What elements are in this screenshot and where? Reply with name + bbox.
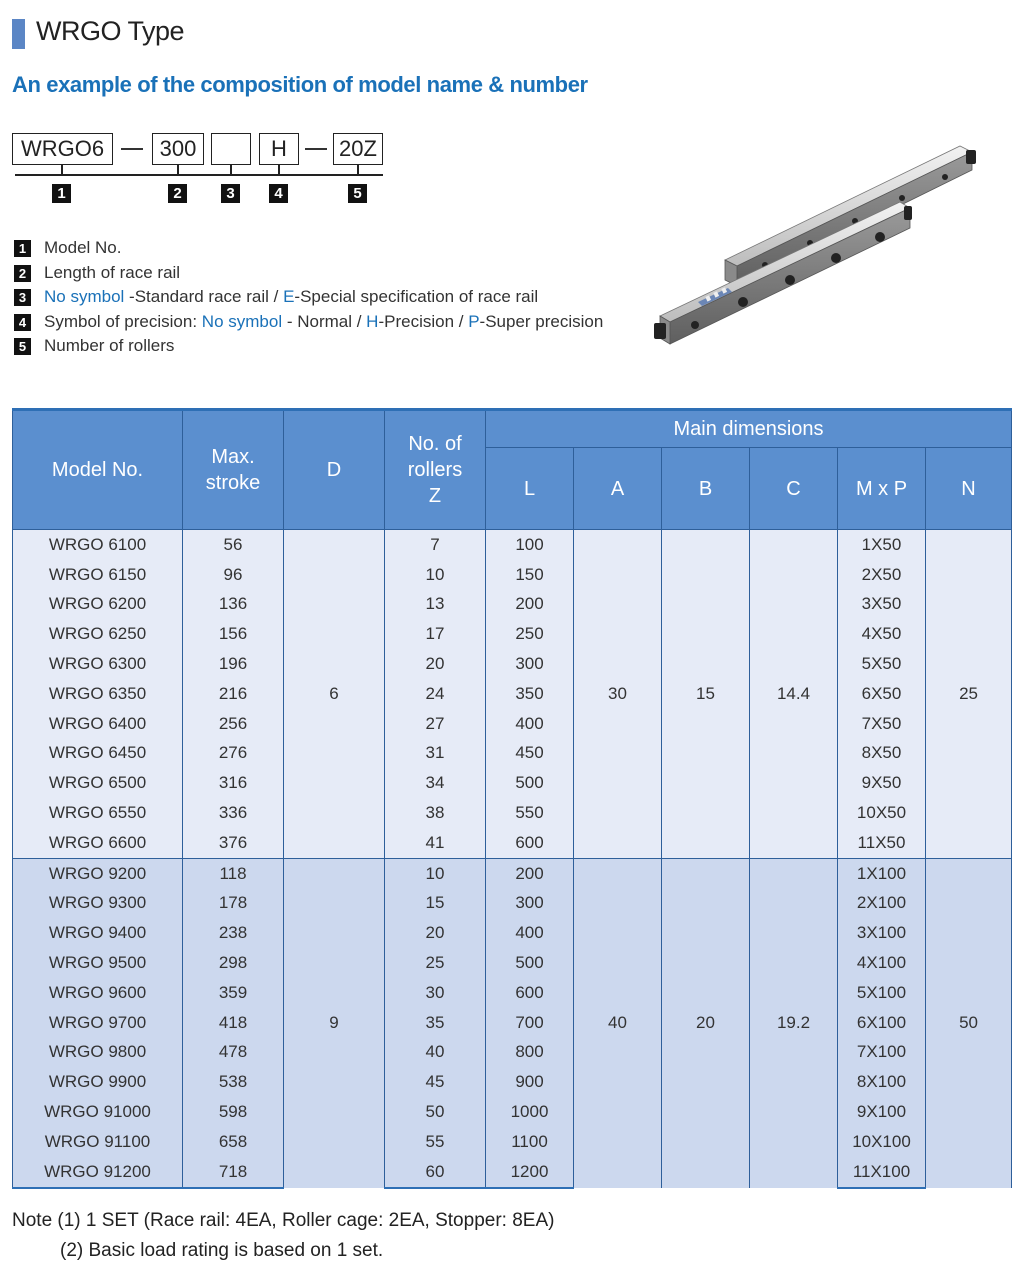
cell-l: 200 [486,858,574,888]
header-main-dimensions: Main dimensions [486,410,1012,448]
table-group-6 [13,530,1012,859]
legend-symbol: P [468,311,480,331]
table-row [13,948,1012,978]
cell-mxp: 7X100 [838,1038,926,1068]
legend-text [44,312,603,332]
cell-mxp: 8X100 [838,1067,926,1097]
cell-stroke: 216 [183,679,284,709]
cell-mxp: 6X100 [838,1008,926,1038]
cell-stroke: 56 [183,530,284,560]
legend-number: 2 [14,265,31,282]
cell-model: WRGO 9300 [13,889,183,919]
spec-table [12,408,1012,1189]
cell-rollers: 7 [385,530,486,560]
table-row [13,679,1012,709]
header-b: B [662,448,750,530]
cell-model: WRGO 6100 [13,530,183,560]
cell-mxp: 9X100 [838,1097,926,1127]
legend-text-part: Model No. [44,238,122,257]
cell-rollers: 15 [385,889,486,919]
cell-rollers: 60 [385,1157,486,1188]
table-group-9 [13,858,1012,1187]
cell-mxp: 4X50 [838,619,926,649]
table-row [13,978,1012,1008]
cell-stroke: 418 [183,1008,284,1038]
legend-text [44,336,174,356]
header-max-stroke-line2: stroke [205,472,261,494]
cell-mxp: 1X100 [838,858,926,888]
cell-rollers: 13 [385,590,486,620]
legend-text-part: -Super precision [479,311,604,331]
cell-l: 400 [486,918,574,948]
cell-stroke: 178 [183,889,284,919]
cell-l: 450 [486,739,574,769]
cell-rollers: 10 [385,858,486,888]
header-a: A [574,448,662,530]
legend-text-part: -Precision / [378,311,469,331]
cell-c: 14.4 [750,530,838,859]
table-row [13,918,1012,948]
legend-symbol: E [283,287,295,307]
legend-number: 3 [14,289,31,306]
cell-rollers: 27 [385,709,486,739]
note-2: (2) Basic load rating is based on 1 set. [60,1240,384,1261]
marker-4: 4 [269,184,288,203]
cell-mxp: 9X50 [838,768,926,798]
code-dash [121,148,143,150]
marker-2: 2 [168,184,187,203]
cell-rollers: 17 [385,619,486,649]
cell-rollers: 35 [385,1008,486,1038]
header-d: D [284,410,385,530]
cell-mxp: 8X50 [838,739,926,769]
table-row [13,649,1012,679]
table-row [13,1008,1012,1038]
table-row [13,1127,1012,1157]
cell-model: WRGO 91100 [13,1127,183,1157]
cell-model: WRGO 91000 [13,1097,183,1127]
table-row [13,739,1012,769]
cell-stroke: 359 [183,978,284,1008]
cell-stroke: 156 [183,619,284,649]
cell-l: 600 [486,828,574,858]
legend-text-part: Number of rollers [44,336,175,356]
cell-stroke: 276 [183,739,284,769]
cell-rollers: 10 [385,560,486,590]
table-row [13,560,1012,590]
cell-rollers: 38 [385,798,486,828]
cell-model: WRGO 91200 [13,1157,183,1188]
cell-b: 15 [662,530,750,859]
cell-mxp: 3X50 [838,590,926,620]
legend-text-part: -Special specification of race rail [294,287,539,307]
cell-rollers: 30 [385,978,486,1008]
cell-l: 550 [486,798,574,828]
cell-rollers: 34 [385,768,486,798]
cell-model: WRGO 9500 [13,948,183,978]
cell-d: 6 [284,530,385,859]
cell-mxp: 6X50 [838,679,926,709]
cell-model: WRGO 6550 [13,798,183,828]
legend-text-part: Length of race rail [44,262,181,282]
table-row [13,619,1012,649]
cell-mxp: 2X100 [838,889,926,919]
legend-number: 4 [14,314,31,331]
title-accent-bar [12,19,25,49]
header-mxp: M x P [838,448,926,530]
cell-a: 30 [574,530,662,859]
legend-symbol: No symbol [44,287,125,307]
legend-symbol: H [366,311,379,331]
note-1: Note (1) 1 SET (Race rail: 4EA, Roller cage: 2EA, Stopper: 8EA) [12,1210,555,1231]
legend-symbol: No symbol [201,311,283,331]
legend-text-part: Symbol of precision: [44,311,202,331]
header-max-stroke-line1: Max. [211,446,255,468]
cell-model: WRGO 6350 [13,679,183,709]
cell-c: 19.2 [750,858,838,1187]
legend-text [44,263,180,283]
cell-stroke: 538 [183,1067,284,1097]
header-l: L [486,448,574,530]
cell-l: 250 [486,619,574,649]
table-row [13,828,1012,858]
header-n: N [926,448,1012,530]
header-model-no: Model No. [13,410,183,530]
table-row [13,1038,1012,1068]
cell-model: WRGO 9400 [13,918,183,948]
connector-baseline [15,174,383,176]
cell-mxp: 1X50 [838,530,926,560]
cell-l: 700 [486,1008,574,1038]
cell-rollers: 20 [385,649,486,679]
cell-rollers: 45 [385,1067,486,1097]
code-part-length: 300 [152,133,204,165]
cell-rollers: 20 [385,918,486,948]
cell-rollers: 25 [385,948,486,978]
cell-stroke: 96 [183,560,284,590]
cell-stroke: 658 [183,1127,284,1157]
cell-stroke: 136 [183,590,284,620]
legend-number: 5 [14,338,31,355]
cell-model: WRGO 6200 [13,590,183,620]
cell-mxp: 2X50 [838,560,926,590]
cell-model: WRGO 6150 [13,560,183,590]
code-part-spec [211,133,251,165]
code-part-rollers: 20Z [333,133,383,165]
page-subtitle: An example of the composition of model name & number [12,72,588,97]
cell-l: 600 [486,978,574,1008]
cell-model: WRGO 9800 [13,1038,183,1068]
cell-d: 9 [284,858,385,1187]
cell-model: WRGO 6250 [13,619,183,649]
table-row [13,590,1012,620]
code-part-model: WRGO6 [12,133,113,165]
cell-l: 300 [486,649,574,679]
cell-stroke: 196 [183,649,284,679]
cell-stroke: 316 [183,768,284,798]
cell-l: 500 [486,948,574,978]
table-row [13,709,1012,739]
marker-3: 3 [221,184,240,203]
header-rollers-line1: No. of [408,433,462,455]
cell-mxp: 5X100 [838,978,926,1008]
cell-l: 150 [486,560,574,590]
cell-stroke: 118 [183,858,284,888]
cell-stroke: 336 [183,798,284,828]
cell-rollers: 31 [385,739,486,769]
crossed-roller-guide-image [640,140,985,350]
cell-n: 50 [926,858,1012,1187]
cell-l: 400 [486,709,574,739]
cell-model: WRGO 6300 [13,649,183,679]
legend-text [44,287,538,307]
cell-model: WRGO 9600 [13,978,183,1008]
cell-rollers: 41 [385,828,486,858]
cell-model: WRGO 9700 [13,1008,183,1038]
cell-l: 900 [486,1067,574,1097]
table-row [13,530,1012,560]
header-c: C [750,448,838,530]
page-title: WRGO Type [36,16,185,46]
cell-n: 25 [926,530,1012,859]
cell-stroke: 598 [183,1097,284,1127]
table-row [13,1157,1012,1188]
cell-rollers: 50 [385,1097,486,1127]
cell-l: 1200 [486,1157,574,1188]
cell-stroke: 256 [183,709,284,739]
legend-text [44,238,121,258]
cell-stroke: 376 [183,828,284,858]
cell-l: 500 [486,768,574,798]
table-row [13,889,1012,919]
cell-a: 40 [574,858,662,1187]
table-row [13,1067,1012,1097]
cell-l: 350 [486,679,574,709]
header-rollers-line3: Z [428,485,442,507]
code-part-precision: H [259,133,299,165]
cell-l: 1000 [486,1097,574,1127]
cell-l: 200 [486,590,574,620]
legend-number: 1 [14,240,31,257]
cell-mxp: 7X50 [838,709,926,739]
cell-model: WRGO 9200 [13,858,183,888]
cell-model: WRGO 6600 [13,828,183,858]
cell-model: WRGO 6400 [13,709,183,739]
code-dash [305,148,327,150]
cell-stroke: 478 [183,1038,284,1068]
cell-stroke: 238 [183,918,284,948]
cell-mxp: 10X50 [838,798,926,828]
cell-stroke: 718 [183,1157,284,1188]
cell-model: WRGO 6450 [13,739,183,769]
cell-mxp: 3X100 [838,918,926,948]
header-rollers [385,410,486,530]
cell-stroke: 298 [183,948,284,978]
cell-mxp: 4X100 [838,948,926,978]
cell-l: 300 [486,889,574,919]
cell-mxp: 11X100 [838,1157,926,1188]
table-row [13,798,1012,828]
table-row [13,768,1012,798]
marker-1: 1 [52,184,71,203]
cell-mxp: 5X50 [838,649,926,679]
cell-rollers: 24 [385,679,486,709]
cell-rollers: 40 [385,1038,486,1068]
cell-mxp: 11X50 [838,828,926,858]
header-rollers-line2: rollers [407,459,463,481]
legend-text-part: - Normal / [282,311,367,331]
cell-rollers: 55 [385,1127,486,1157]
cell-b: 20 [662,858,750,1187]
cell-l: 800 [486,1038,574,1068]
header-max-stroke [183,410,284,530]
table-row [13,1097,1012,1127]
cell-mxp: 10X100 [838,1127,926,1157]
cell-model: WRGO 9900 [13,1067,183,1097]
cell-model: WRGO 6500 [13,768,183,798]
table-row [13,858,1012,888]
cell-l: 100 [486,530,574,560]
legend-text-part: -Standard race rail / [124,287,284,307]
cell-l: 1100 [486,1127,574,1157]
marker-5: 5 [348,184,367,203]
